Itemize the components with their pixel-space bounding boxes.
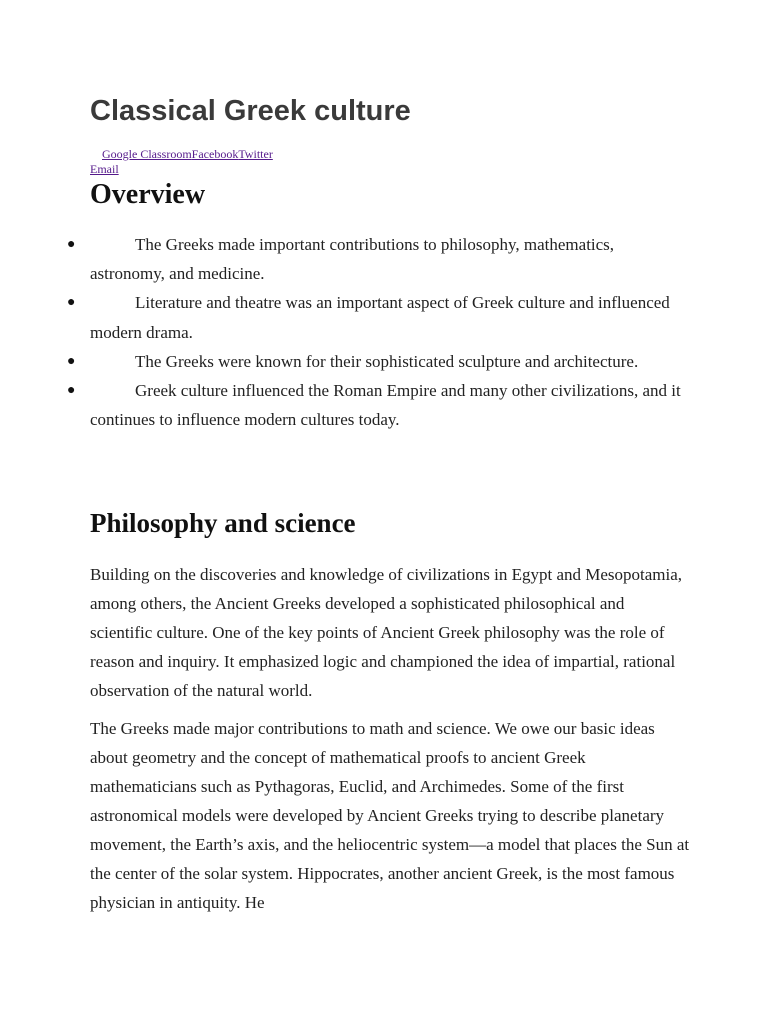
list-item bbox=[67, 230, 690, 288]
list-item-text: Literature and theatre was an important aspect of Greek culture and influenced modern drama. bbox=[90, 293, 670, 342]
list-item-text: The Greeks made important contributions to philosophy, mathematics, astronomy, and medicine. bbox=[90, 235, 615, 284]
philosophy-paragraph-1: Building on the discoveries and knowledge of civilizations in Egypt and Mesopotamia, among others, the Ancient Greeks developed a sophisticated philosophical and scientific culture. One of the key points of Ancient Greek philosophy was the role of reason and inquiry. It emphasized logic and championed the idea of impartial, rational observation of the natural world. bbox=[90, 565, 683, 700]
bullet-icon: ● bbox=[67, 353, 76, 369]
email-link[interactable]: Email bbox=[90, 162, 119, 176]
bullet-icon: ● bbox=[67, 237, 76, 252]
share-links bbox=[90, 147, 310, 177]
list-item bbox=[67, 288, 690, 346]
list-item bbox=[67, 347, 690, 376]
page-title: Classical Greek culture bbox=[90, 95, 411, 127]
philosophy-heading: Philosophy and science bbox=[90, 508, 356, 538]
google-classroom-link[interactable]: Google Classroom bbox=[102, 147, 192, 161]
overview-list bbox=[67, 230, 690, 434]
list-item bbox=[67, 376, 690, 434]
philosophy-paragraph-2: The Greeks made major contributions to math and science. We owe our basic ideas about geometry and the concept of mathematical proofs to ancient Greek mathematicians such as Pythagoras, Euclid, and Archimedes. Some of the first astronomical models were developed by Ancient Greeks trying to describe planetary movement, the Earth’s axis, and the heliocentric system—a model that places the Sun at the center of the solar system. Hippocrates, another ancient Greek, is the most famous physician in antiquity. He bbox=[90, 719, 690, 912]
bullet-icon: ● bbox=[67, 383, 76, 399]
list-item-text: The Greeks were known for their sophisticated sculpture and architecture. bbox=[135, 351, 639, 371]
overview-heading: Overview bbox=[90, 179, 206, 210]
facebook-link[interactable]: Facebook bbox=[191, 147, 239, 161]
twitter-link[interactable]: Twitter bbox=[238, 147, 273, 161]
list-item-text: Greek culture influenced the Roman Empire and many other civilizations, and it continues to influence modern cultures today. bbox=[90, 381, 681, 430]
bullet-icon: ● bbox=[67, 295, 76, 311]
